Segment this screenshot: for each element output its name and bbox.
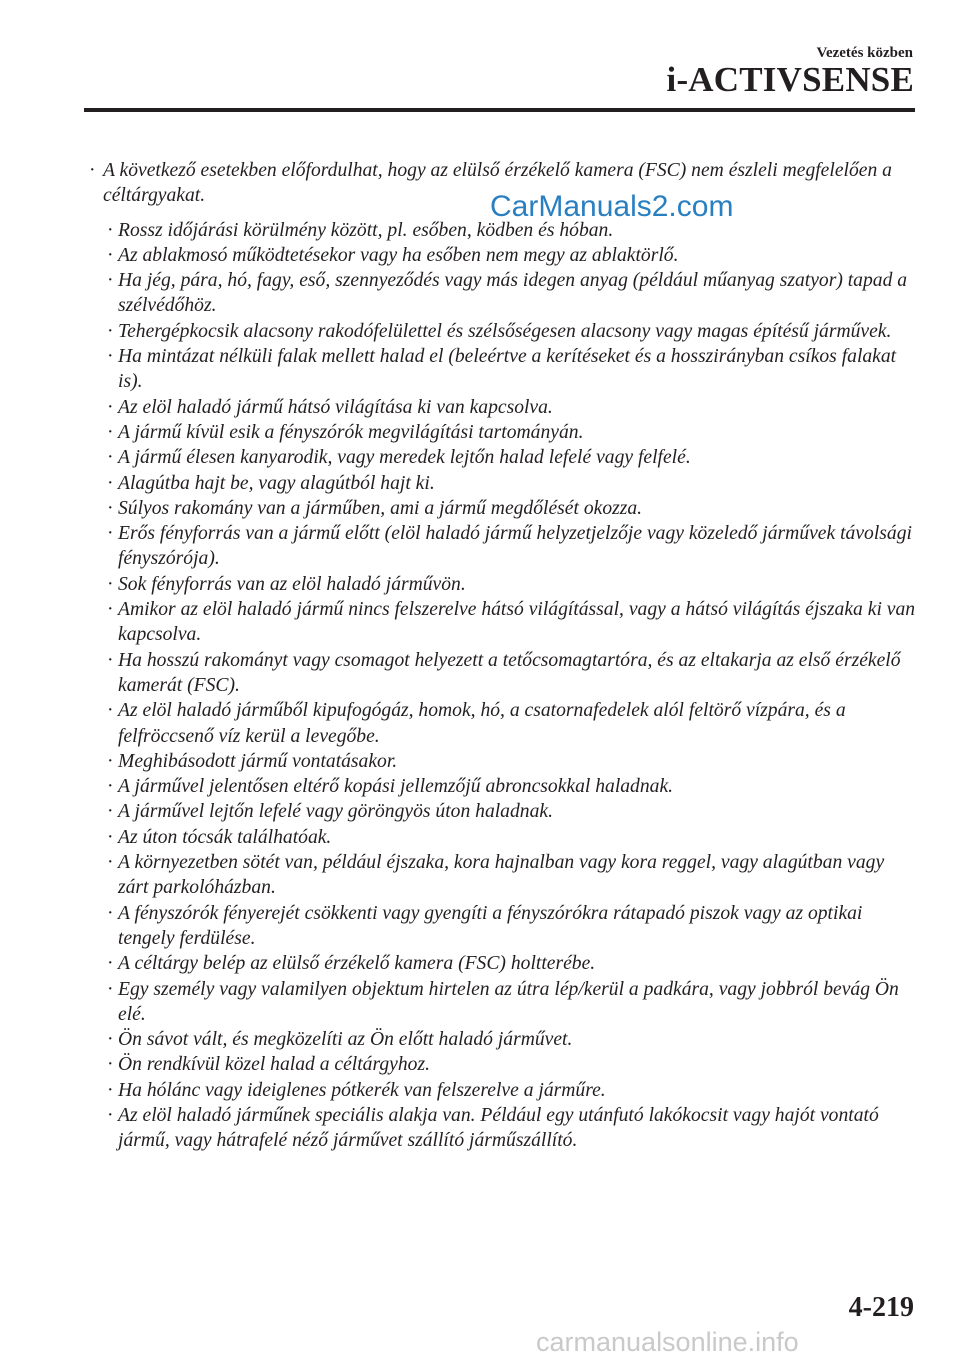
intro-text: A következő esetekben előfordulhat, hogy az elülső érzékelő kamera (FSC) nem észleli megfelelően a céltárgyakat. [103,160,892,207]
list-item [103,344,916,395]
bullet-dot-icon: · [107,1079,114,1101]
chapter-title: i-ACTIVSENSE [666,60,914,99]
bullet-dot-icon: · [107,649,114,671]
bullet-dot-icon: · [107,978,114,1000]
list-item [103,471,916,496]
list-item [103,521,916,572]
list-item-text: Amikor az elöl haladó jármű nincs felszerelve hátsó világítással, vagy a hátsó világítás éjszaka ki van kapcsolva. [118,599,916,646]
bullet-dot-icon: · [107,1029,114,1051]
condition-list [84,218,916,1154]
bullet-dot-icon: · [107,523,114,545]
list-item [103,1103,916,1154]
bullet-dot-icon: · [107,801,114,823]
list-item-text: Ha jég, pára, hó, fagy, eső, szennyeződés vagy más idegen anyag (például műanyag szatyor) tapad a szélvédőhöz. [118,270,908,317]
bullet-dot-icon: · [107,776,114,798]
list-item [103,243,916,268]
list-item [103,395,916,420]
list-item [103,774,916,799]
bullet-dot-icon: · [107,472,114,494]
list-item [103,319,916,344]
list-item-text: A járművel lejtőn lefelé vagy göröngyös úton haladnak. [118,801,553,823]
list-item-text: A környezetben sötét van, például éjszaka, kora hajnalban vagy kora reggel, vagy alagútban vagy zárt parkolóházban. [118,852,885,899]
bullet-dot-icon: · [89,160,96,181]
bullet-dot-icon: · [107,852,114,874]
list-item-text: Súlyos rakomány van a járműben, ami a jármű megdőlését okozza. [118,497,643,519]
list-item [103,749,916,774]
list-item [103,445,916,470]
header-divider [84,108,915,112]
list-item-text: Ön rendkívül közel halad a céltárgyhoz. [118,1054,430,1076]
bullet-dot-icon: · [107,346,114,368]
list-item [103,648,916,699]
list-item-text: Tehergépkocsik alacsony rakodófelülettel és szélsőségesen alacsony vagy magas építésű járművek. [118,320,892,342]
bullet-dot-icon: · [107,497,114,519]
bullet-dot-icon: · [107,750,114,772]
bullet-dot-icon: · [107,244,114,266]
watermark-carmanuals2: CarManuals2.com [490,190,734,223]
list-item-text: Ha mintázat nélküli falak mellett halad el (beleértve a kerítéseket és a hosszirányban csíkos falakat is). [118,346,897,393]
list-item [103,572,916,597]
list-item-text: A jármű kívül esik a fényszórók megvilágítási tartományán. [118,421,584,443]
list-item-text: Ön sávot vált, és megközelíti az Ön előtt haladó járművet. [118,1029,573,1051]
list-item [103,420,916,445]
main-content [84,158,916,1154]
list-item [103,597,916,648]
list-item [103,496,916,521]
bullet-dot-icon: · [107,826,114,848]
list-item-text: A fényszórók fényerejét csökkenti vagy gyengíti a fényszórókra rátapadó piszok vagy az optikai tengely ferdülése. [118,902,863,949]
list-item-text: Az úton tócsák találhatóak. [118,826,332,848]
list-item [103,799,916,824]
list-item [103,1027,916,1052]
bullet-dot-icon: · [107,219,114,241]
bullet-dot-icon: · [107,421,114,443]
list-item-text: Erős fényforrás van a jármű előtt (elöl haladó jármű helyzetjelzője vagy közeledő járművek távolsági fényszórója). [118,523,912,570]
list-item [103,1052,916,1077]
bullet-dot-icon: · [107,953,114,975]
list-item-text: Ha hosszú rakományt vagy csomagot helyezett a tetőcsomagtartóra, és az eltakarja az első érzékelő kamerát (FSC). [118,649,901,696]
watermark-carmanualsonline: carmanualsonline.info [536,1327,799,1357]
list-item [103,1078,916,1103]
list-item-text: A céltárgy belép az elülső érzékelő kamera (FSC) holtterébe. [118,953,596,975]
list-item-text: Az elöl haladó járműből kipufogógáz, homok, hó, a csatornafedelek alól feltörő vízpára, és a felfröccsenő víz kerül a levegőbe. [118,700,846,747]
bullet-dot-icon: · [107,396,114,418]
bullet-dot-icon: · [107,447,114,469]
list-item-text: Ha hólánc vagy ideiglenes pótkerék van felszerelve a járműre. [118,1079,606,1101]
list-item [103,901,916,952]
list-item [103,698,916,749]
bullet-dot-icon: · [107,902,114,924]
bullet-dot-icon: · [107,573,114,595]
list-item-text: Egy személy vagy valamilyen objektum hirtelen az útra lép/kerül a padkára, vagy jobbról bevág Ön elé. [118,978,899,1025]
list-item-text: A jármű élesen kanyarodik, vagy meredek lejtőn halad lefelé vagy felfelé. [118,447,691,469]
list-item [103,268,916,319]
list-item-text: Rossz időjárási körülmény között, pl. esőben, ködben és hóban. [118,219,614,241]
bullet-dot-icon: · [107,1104,114,1126]
list-item-text: Az elöl haladó járműnek speciális alakja van. Például egy utánfutó lakókocsit vagy hajót vontató jármű, vagy hátrafelé néző járművet szállító járműszállító. [118,1104,879,1152]
bullet-dot-icon: · [107,700,114,722]
list-item [103,977,916,1028]
list-item-text: Az ablakmosó működtetésekor vagy ha esőben nem megy az ablaktörlő. [118,244,679,266]
list-item [103,825,916,850]
section-heading: Vezetés közben [816,45,913,61]
list-item-text: Az elöl haladó jármű hátsó világítása ki van kapcsolva. [118,396,553,418]
bullet-dot-icon: · [107,320,114,342]
list-item-text: Meghibásodott jármű vontatásakor. [118,750,398,772]
list-item [103,951,916,976]
list-item-text: A járművel jelentősen eltérő kopási jellemzőjű abroncsokkal haladnak. [118,776,674,798]
list-item-text: Sok fényforrás van az elöl haladó járművön. [118,573,466,595]
list-item-text: Alagútba hajt be, vagy alagútból hajt ki. [118,472,435,494]
bullet-dot-icon: · [107,599,114,621]
bullet-dot-icon: · [107,270,114,292]
list-item [103,850,916,901]
bullet-dot-icon: · [107,1054,114,1076]
page-number: 4-219 [848,1292,914,1323]
